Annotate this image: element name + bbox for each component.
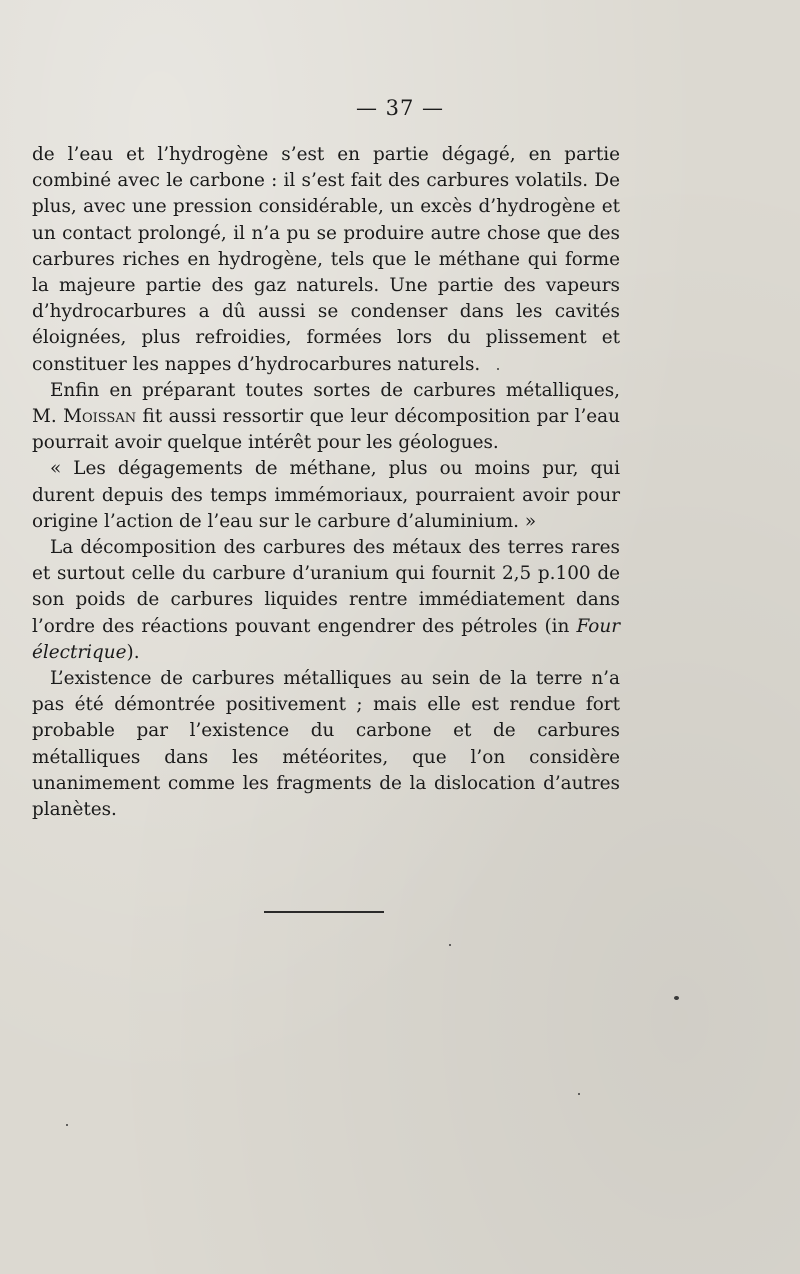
section-divider — [264, 911, 384, 913]
paragraph-uranium-after: ). — [126, 641, 140, 663]
paragraph-quote: « Les dégagements de méthane, plus ou moins pur, qui durent depuis des temps immémoriaux, pourraient avoir pour origine l’action de l’eau sur le carbure d’aluminium. » — [32, 458, 620, 532]
paragraph-moissan-before: Enfin en préparant toutes sortes de carbures métalliques, M. — [32, 379, 620, 428]
paper-speck — [497, 368, 499, 370]
paper-speck — [449, 944, 451, 946]
paragraph-moissan-after: fit aussi ressortir que leur décomposition par l’eau pourrait avoir quelque intérêt pour les géologues. — [32, 406, 620, 454]
paragraph-meteorites: L’existence de carbures métalliques au sein de la terre n’a pas été démontrée positivement ; mais elle est rendue fort probable par l’existence du carbone et de carbures métalliques dans les météorites, que l’on considère unanimement comme les fragments de la dislocation d’autres planètes. — [32, 668, 620, 821]
paragraph-uranium — [32, 535, 620, 666]
book-title: Four électrique — [32, 615, 620, 663]
paragraph-continuation: de l’eau et l’hydrogène s’est en partie dégagé, en partie combiné avec le carbone : il s’est fait des carbures volatils. De plus, avec une pression considérable, un excès d’hydrogène et un contact prolongé, il n’a pu se produire autre chose que des carbures riches en hydrogène, tels que le méthane qui forme la majeure partie des gaz naturels. Une partie des vapeurs d’hydrocarbures a dû aussi se condenser dans les cavités éloignées, plus refroidies, formées lors du plissement et constituer les nappes d’hydrocarbures naturels. — [32, 144, 620, 375]
body-text — [32, 142, 620, 823]
page-number: — 37 — — [355, 96, 445, 120]
paper-speck — [674, 996, 679, 1000]
paper-speck — [66, 1124, 68, 1126]
paragraph-uranium-before: La décomposition des carbures des métaux des terres rares et surtout celle du carbure d’uranium qui fournit 2,5 p.100 de son poids de carbures liquides rentre immédiatement dans l’ordre des réactions pouvant engendrer des pétroles (in — [32, 537, 620, 637]
author-name: Moissan — [63, 406, 137, 428]
paragraph-moissan — [32, 378, 620, 457]
paper-speck — [578, 1093, 580, 1095]
